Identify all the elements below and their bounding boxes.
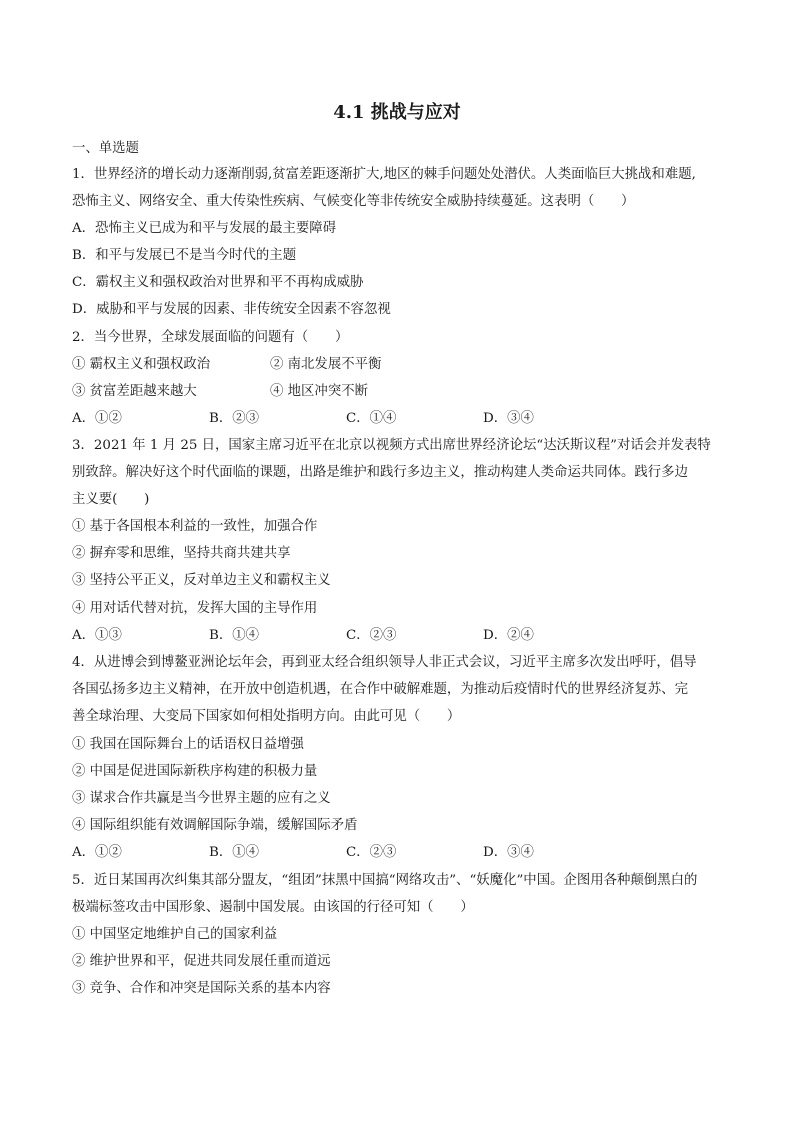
q4-item-4: ④ 国际组织能有效调解国际争端，缓解国际矛盾 xyxy=(72,818,358,833)
q2-option-a: A．①② xyxy=(72,411,122,426)
q5-item-3: ③ 竞争、合作和冲突是国际关系的基本内容 xyxy=(72,981,331,996)
q1-option-d: D．威胁和平与发展的因素、非传统安全因素不容忽视 xyxy=(72,302,391,317)
q2-item-4: ④ 地区冲突不断 xyxy=(270,384,368,399)
q5-stem-line1: 5．近日某国再次纠集其部分盟友，“组团”抹黑中国搞“网络攻击”、“妖魔化”中国。企图用各种颠倒黑白的 xyxy=(72,873,698,888)
q5-item-2: ② 维护世界和平，促进共同发展任重而道远 xyxy=(72,954,331,969)
q3-stem-line2: 别致辞。解决好这个时代面临的课题，出路是维护和践行多边主义，推动构建人类命运共同体。践行多边 xyxy=(72,465,688,480)
q2-item-2: ② 南北发展不平衡 xyxy=(270,357,382,372)
q2-items-row1 xyxy=(72,355,732,375)
section-heading: 一、单选题 xyxy=(72,141,139,156)
q4-stem-line2: 各国弘扬多边主义精神，在开放中创造机遇，在合作中破解难题，为推动后疫情时代的世界经济复苏、完 xyxy=(72,682,688,697)
q2-stem: 2．当今世界，全球发展面临的问题有（ ） xyxy=(72,330,349,345)
q3-option-c: C．②③ xyxy=(346,628,397,643)
q4-stem-line1: 4．从进博会到博鳌亚洲论坛年会，再到亚太经合组织领导人非正式会议，习近平主席多次发出呼吁，倡导 xyxy=(72,655,697,670)
q4-option-a: A．①② xyxy=(72,845,122,860)
q1-option-b: B．和平与发展已不是当今时代的主题 xyxy=(72,248,297,263)
q4-options xyxy=(72,843,732,863)
q3-options xyxy=(72,626,732,646)
q3-item-2: ② 摒弃零和思维，坚持共商共建共享 xyxy=(72,546,291,561)
q1-option-a: A．恐怖主义已成为和平与发展的最主要障碍 xyxy=(72,221,337,236)
q3-item-3: ③ 坚持公平正义，反对单边主义和霸权主义 xyxy=(72,573,331,588)
q3-item-1: ① 基于各国根本利益的一致性，加强合作 xyxy=(72,519,318,534)
q3-option-a: A．①③ xyxy=(72,628,122,643)
page-title: 4.1 挑战与应对 xyxy=(333,102,461,123)
q2-option-c: C．①④ xyxy=(346,411,397,426)
q4-option-d: D．③④ xyxy=(483,845,534,860)
q3-option-d: D．②④ xyxy=(483,628,534,643)
q2-item-3: ③ 贫富差距越来越大 xyxy=(72,384,197,399)
q1-option-c: C．霸权主义和强权政治对世界和平不再构成威胁 xyxy=(72,275,364,290)
q2-items-row2 xyxy=(72,382,732,402)
q4-stem-line3: 善全球治理、大变局下国家如何相处指明方向。由此可见（ ） xyxy=(72,709,461,724)
q1-stem-line1: 1．世界经济的增长动力逐渐削弱,贫富差距逐渐扩大,地区的棘手问题处处潜伏。人类面临巨大挑战和难题, xyxy=(72,167,696,182)
q4-option-c: C．②③ xyxy=(346,845,397,860)
q2-option-b: B．②③ xyxy=(209,411,260,426)
q4-item-2: ② 中国是促进国际新秩序构建的积极力量 xyxy=(72,764,318,779)
q3-stem-line3: 主义要( ) xyxy=(72,492,150,507)
q3-option-b: B．①④ xyxy=(209,628,260,643)
q2-options xyxy=(72,409,732,429)
q2-item-1: ① 霸权主义和强权政治 xyxy=(72,357,211,372)
q1-stem-line2: 恐怖主义、网络安全、重大传染性疾病、气候变化等非传统安全威胁持续蔓延。这表明（ ） xyxy=(72,194,635,209)
q4-item-1: ① 我国在国际舞台上的话语权日益增强 xyxy=(72,737,304,752)
q5-item-1: ① 中国坚定地维护自己的国家利益 xyxy=(72,927,278,942)
q4-item-3: ③ 谋求合作共赢是当今世界主题的应有之义 xyxy=(72,791,331,806)
q5-stem-line2: 极端标签攻击中国形象、遏制中国发展。由该国的行径可知（ ） xyxy=(72,900,474,915)
q2-option-d: D．③④ xyxy=(483,411,534,426)
q4-option-b: B．①④ xyxy=(209,845,260,860)
q3-item-4: ④ 用对话代替对抗，发挥大国的主导作用 xyxy=(72,601,318,616)
q3-stem-line1: 3．2021 年 1 月 25 日，国家主席习近平在北京以视频方式出席世界经济论坛“达沃斯议程”对话会并发表特 xyxy=(72,438,711,453)
